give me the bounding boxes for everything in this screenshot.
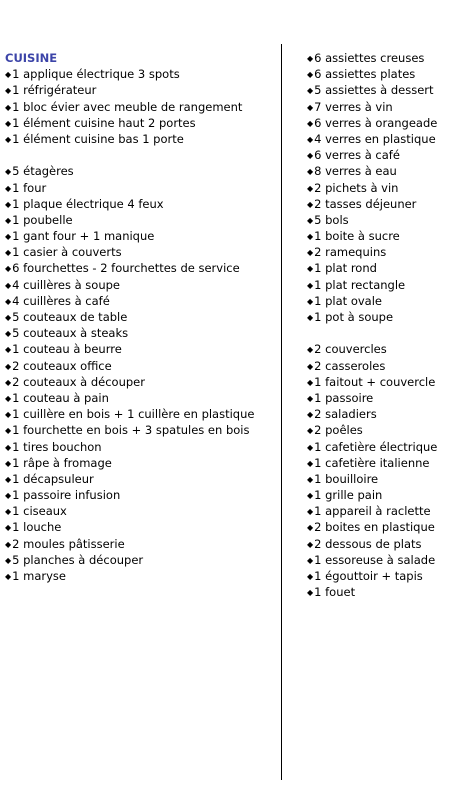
list-item	[307, 439, 467, 455]
diamond-bullet-icon: ◆	[5, 410, 12, 420]
list-item-label: 1 appareil à raclette	[314, 504, 431, 519]
list-item-label: 1 couteau à pain	[12, 390, 109, 405]
list-item-label: 4 cuillères à café	[12, 293, 110, 308]
diamond-bullet-icon: ◆	[5, 183, 12, 193]
list-item	[307, 471, 467, 487]
list-item	[5, 390, 275, 406]
list-item-label: 1 réfrigérateur	[12, 83, 97, 98]
list-item-label: 1 pot à soupe	[314, 310, 394, 324]
diamond-bullet-icon: ◆	[307, 264, 314, 274]
list-item	[307, 536, 467, 552]
diamond-bullet-icon: ◆	[307, 458, 314, 468]
list-item	[307, 99, 467, 115]
list-item-label: 1 plat ovale	[314, 293, 382, 308]
list-item-label: 1 essoreuse à salade	[314, 552, 436, 567]
list-item	[5, 358, 275, 374]
list-item	[307, 180, 467, 196]
diamond-bullet-icon: ◆	[307, 410, 314, 420]
list-item	[307, 244, 467, 260]
diamond-bullet-icon: ◆	[307, 539, 314, 549]
list-item-label: 1 tires bouchon	[12, 439, 102, 454]
list-item-label: 5 planches à découper	[12, 552, 144, 567]
list-item	[5, 244, 275, 260]
diamond-bullet-icon: ◆	[5, 70, 12, 80]
diamond-bullet-icon: ◆	[307, 426, 314, 436]
list-item	[5, 82, 275, 98]
list-item-label: 1 casier à couverts	[12, 245, 122, 260]
list-item-label: 2 casseroles	[314, 358, 386, 373]
diamond-bullet-icon: ◆	[307, 345, 314, 355]
diamond-bullet-icon: ◆	[307, 523, 314, 533]
list-item	[307, 487, 467, 503]
list-item	[307, 309, 467, 325]
list-item	[5, 260, 275, 276]
list-item	[307, 115, 467, 131]
diamond-bullet-icon: ◆	[307, 280, 314, 290]
diamond-bullet-icon: ◆	[5, 248, 12, 258]
list-item	[5, 552, 275, 568]
list-item-label: 1 passoire infusion	[12, 488, 121, 503]
diamond-bullet-icon: ◆	[5, 345, 12, 355]
list-item-label: 2 couteaux à découper	[12, 374, 145, 389]
diamond-bullet-icon: ◆	[5, 329, 12, 339]
list-item	[5, 519, 275, 535]
list-item-label: 1 fourchette en bois + 3 spatules en bois	[12, 423, 250, 438]
list-item-label: 5 bols	[314, 212, 349, 227]
list-item	[5, 568, 275, 584]
list-item-label: 2 boites en plastique	[314, 520, 435, 535]
list-item-label: 1 gant four + 1 manique	[12, 229, 155, 244]
group-spacer	[5, 147, 275, 163]
list-item	[5, 180, 275, 196]
diamond-bullet-icon: ◆	[307, 474, 314, 484]
list-item	[5, 196, 275, 212]
diamond-bullet-icon: ◆	[5, 215, 12, 225]
diamond-bullet-icon: ◆	[307, 232, 314, 242]
diamond-bullet-icon: ◆	[307, 555, 314, 565]
list-item	[5, 471, 275, 487]
diamond-bullet-icon: ◆	[5, 458, 12, 468]
diamond-bullet-icon: ◆	[307, 442, 314, 452]
diamond-bullet-icon: ◆	[5, 474, 12, 484]
diamond-bullet-icon: ◆	[5, 377, 12, 387]
list-item	[5, 309, 275, 325]
diamond-bullet-icon: ◆	[307, 86, 314, 96]
column-divider	[281, 44, 282, 780]
diamond-bullet-icon: ◆	[5, 296, 12, 306]
diamond-bullet-icon: ◆	[307, 102, 314, 112]
diamond-bullet-icon: ◆	[307, 377, 314, 387]
list-item-label: 2 ramequins	[314, 245, 387, 260]
list-item	[5, 99, 275, 115]
list-item	[307, 455, 467, 471]
list-item	[307, 82, 467, 98]
list-item-label: 1 boite à sucre	[314, 229, 400, 244]
list-item	[5, 325, 275, 341]
list-item-label: 1 plat rond	[314, 261, 377, 276]
diamond-bullet-icon: ◆	[5, 102, 12, 112]
list-item-label: 5 couteaux à steaks	[12, 326, 129, 341]
list-item-label: 1 ciseaux	[12, 504, 67, 519]
diamond-bullet-icon: ◆	[307, 491, 314, 501]
diamond-bullet-icon: ◆	[5, 86, 12, 96]
diamond-bullet-icon: ◆	[5, 555, 12, 565]
list-item	[307, 406, 467, 422]
diamond-bullet-icon: ◆	[5, 280, 12, 290]
diamond-bullet-icon: ◆	[307, 393, 314, 403]
list-item-label: 5 couteaux de table	[12, 310, 128, 324]
list-item-label: 1 égouttoir + tapis	[314, 569, 423, 583]
list-item-label: 6 verres à café	[314, 148, 400, 163]
diamond-bullet-icon: ◆	[5, 523, 12, 533]
list-item-label: 2 couvercles	[314, 342, 387, 357]
list-item	[5, 277, 275, 293]
list-item	[307, 584, 467, 600]
list-item-label: 1 plat rectangle	[314, 277, 406, 292]
list-item-label: 6 fourchettes - 2 fourchettes de service	[12, 261, 240, 276]
list-item	[307, 147, 467, 163]
list-item	[5, 503, 275, 519]
list-item-label: 1 four	[12, 180, 47, 195]
list-item-label: 1 cuillère en bois + 1 cuillère en plastique	[12, 407, 255, 422]
list-item-label: 2 moules pâtisserie	[12, 536, 125, 551]
list-item	[5, 455, 275, 471]
list-item-label: 2 dessous de plats	[314, 536, 422, 551]
diamond-bullet-icon: ◆	[307, 167, 314, 177]
list-item-label: 1 grille pain	[314, 488, 383, 503]
list-item-label: 4 cuillères à soupe	[12, 277, 120, 292]
list-item-label: 1 élément cuisine bas 1 porte	[12, 131, 184, 146]
diamond-bullet-icon: ◆	[5, 491, 12, 501]
list-item	[5, 406, 275, 422]
list-item	[307, 390, 467, 406]
diamond-bullet-icon: ◆	[307, 296, 314, 306]
list-item	[5, 341, 275, 357]
list-item	[5, 422, 275, 438]
list-item-label: 2 pichets à vin	[314, 180, 399, 195]
diamond-bullet-icon: ◆	[307, 361, 314, 371]
list-item	[307, 260, 467, 276]
list-item-label: 1 maryse	[12, 569, 66, 583]
diamond-bullet-icon: ◆	[307, 70, 314, 80]
diamond-bullet-icon: ◆	[5, 539, 12, 549]
diamond-bullet-icon: ◆	[5, 507, 12, 517]
list-item	[307, 422, 467, 438]
list-item	[307, 196, 467, 212]
diamond-bullet-icon: ◆	[5, 232, 12, 242]
diamond-bullet-icon: ◆	[5, 393, 12, 403]
list-item	[307, 228, 467, 244]
diamond-bullet-icon: ◆	[307, 248, 314, 258]
list-item-label: 1 cafetière italienne	[314, 455, 430, 470]
left-item-list	[5, 66, 275, 584]
diamond-bullet-icon: ◆	[5, 361, 12, 371]
list-item-label: 8 verres à eau	[314, 164, 397, 179]
list-item	[5, 228, 275, 244]
list-item	[307, 277, 467, 293]
section-title: CUISINE	[5, 51, 58, 65]
list-item	[307, 341, 467, 357]
list-item-label: 1 cafetière électrique	[314, 439, 438, 454]
list-item-label: 2 couteaux office	[12, 358, 112, 373]
list-item	[5, 66, 275, 82]
list-item-label: 2 tasses déjeuner	[314, 196, 417, 211]
list-item-label: 1 décapsuleur	[12, 471, 94, 486]
list-item-label: 2 poêles	[314, 423, 363, 438]
list-item	[307, 552, 467, 568]
list-item-label: 1 applique électrique 3 spots	[12, 67, 180, 82]
list-item	[307, 358, 467, 374]
diamond-bullet-icon: ◆	[5, 442, 12, 452]
list-item-label: 1 faitout + couvercle	[314, 374, 436, 389]
list-item-label: 1 fouet	[314, 585, 356, 600]
diamond-bullet-icon: ◆	[5, 167, 12, 177]
diamond-bullet-icon: ◆	[307, 313, 314, 322]
list-item	[5, 374, 275, 390]
list-item-label: 1 râpe à fromage	[12, 455, 112, 470]
diamond-bullet-icon: ◆	[307, 54, 314, 63]
diamond-bullet-icon: ◆	[307, 507, 314, 517]
list-item	[5, 439, 275, 455]
list-item	[307, 503, 467, 519]
list-item-label: 4 verres en plastique	[314, 131, 436, 146]
list-item-label: 1 poubelle	[12, 212, 73, 227]
list-item	[5, 115, 275, 131]
list-item-label: 1 élément cuisine haut 2 portes	[12, 115, 196, 130]
diamond-bullet-icon: ◆	[5, 264, 12, 274]
list-item-label: 6 assiettes plates	[314, 67, 416, 82]
list-item-label: 1 plaque électrique 4 feux	[12, 196, 164, 211]
diamond-bullet-icon: ◆	[307, 151, 314, 161]
diamond-bullet-icon: ◆	[5, 572, 12, 581]
diamond-bullet-icon: ◆	[5, 134, 12, 144]
list-item	[307, 66, 467, 82]
list-item	[5, 212, 275, 228]
list-item	[307, 519, 467, 535]
list-item-label: 1 passoire	[314, 390, 374, 405]
list-item-label: 6 assiettes creuses	[314, 51, 425, 65]
left-column	[5, 50, 275, 584]
group-spacer	[307, 325, 467, 341]
list-item	[307, 568, 467, 584]
diamond-bullet-icon: ◆	[307, 588, 314, 598]
list-item-label: 6 verres à orangeade	[314, 115, 438, 130]
right-item-list	[307, 50, 467, 600]
list-item	[5, 163, 275, 179]
list-item	[5, 293, 275, 309]
list-item-label: 1 bloc évier avec meuble de rangement	[12, 99, 243, 114]
list-item-label: 5 étagères	[12, 164, 74, 179]
list-item	[5, 536, 275, 552]
list-item	[307, 293, 467, 309]
diamond-bullet-icon: ◆	[5, 199, 12, 209]
list-item-label: 5 assiettes à dessert	[314, 83, 434, 98]
diamond-bullet-icon: ◆	[5, 426, 12, 436]
diamond-bullet-icon: ◆	[307, 183, 314, 193]
diamond-bullet-icon: ◆	[307, 118, 314, 128]
diamond-bullet-icon: ◆	[307, 199, 314, 209]
diamond-bullet-icon: ◆	[5, 313, 12, 322]
list-item-label: 1 bouilloire	[314, 471, 379, 486]
diamond-bullet-icon: ◆	[5, 118, 12, 128]
list-item	[5, 131, 275, 147]
list-item-label: 2 saladiers	[314, 407, 377, 422]
diamond-bullet-icon: ◆	[307, 134, 314, 144]
list-item-label: 1 louche	[12, 520, 62, 535]
diamond-bullet-icon: ◆	[307, 572, 314, 581]
list-item	[5, 487, 275, 503]
list-item	[307, 131, 467, 147]
list-item	[307, 163, 467, 179]
diamond-bullet-icon: ◆	[307, 215, 314, 225]
list-item	[307, 212, 467, 228]
list-item-label: 7 verres à vin	[314, 99, 393, 114]
list-item	[307, 50, 467, 66]
right-column	[307, 50, 467, 600]
list-item-label: 1 couteau à beurre	[12, 342, 122, 357]
list-item	[307, 374, 467, 390]
